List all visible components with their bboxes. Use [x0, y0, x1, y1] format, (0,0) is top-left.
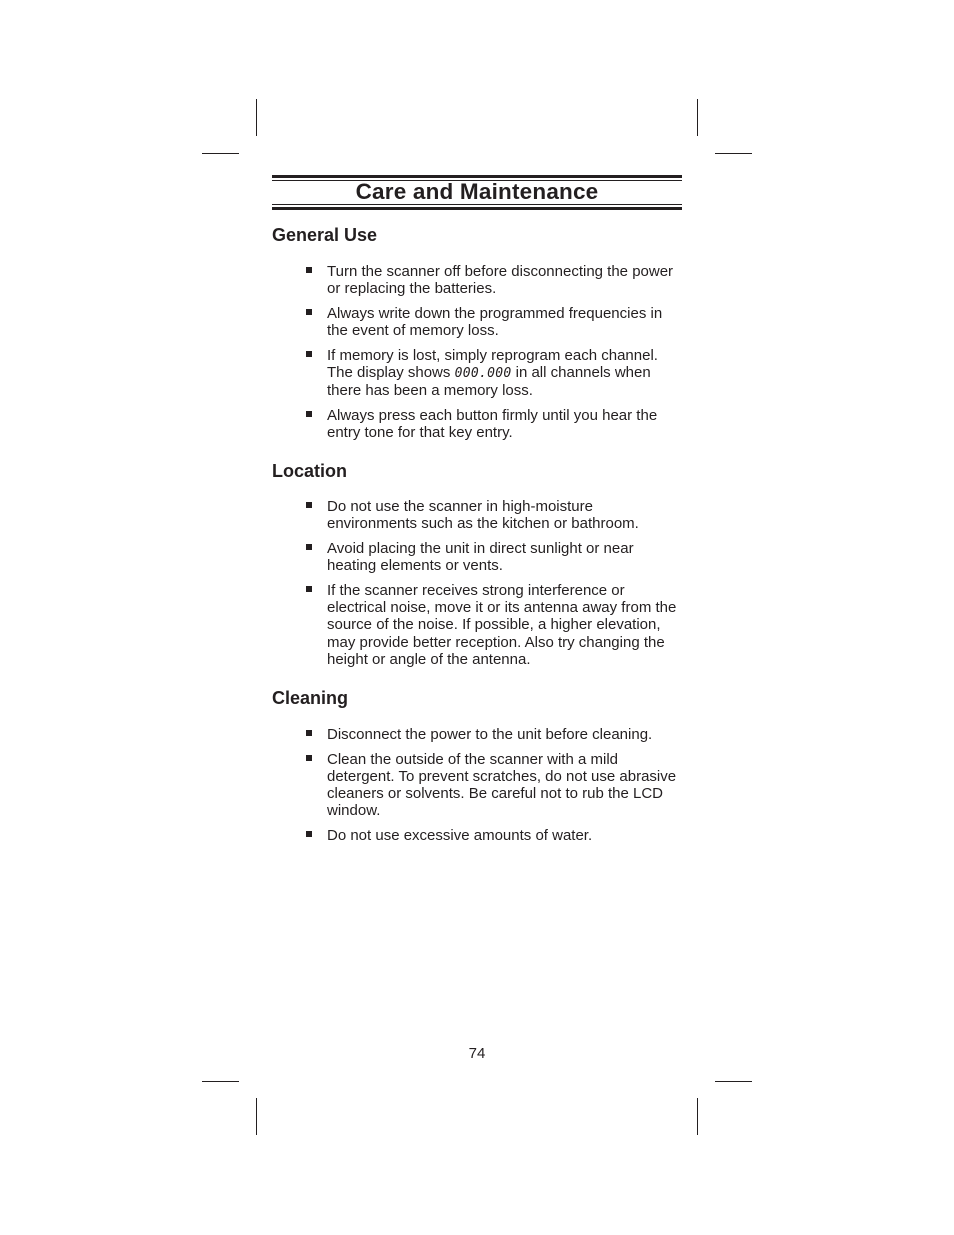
crop-mark-top-left-horizontal	[202, 153, 239, 154]
page-number: 74	[468, 1045, 486, 1062]
title-bottom-rule-thick	[272, 207, 682, 210]
crop-mark-bottom-right-vertical	[697, 1098, 698, 1135]
bullet-square-icon	[306, 755, 312, 761]
location-list	[305, 498, 685, 676]
section-heading-location: Location	[272, 461, 347, 481]
list-item: Always write down the programmed frequencies in the event of memory loss.	[305, 305, 685, 339]
page-title: Care and Maintenance	[355, 179, 599, 204]
list-item: Clean the outside of the scanner with a mild detergent. To prevent scratches, do not use abrasive cleaners or solvents. Be careful not to rub the LCD window.	[305, 751, 685, 820]
section-heading-general-use: General Use	[272, 225, 378, 245]
bullet-square-icon	[306, 831, 312, 837]
crop-mark-top-right-horizontal	[715, 153, 752, 154]
list-item: Turn the scanner off before disconnecting the power or replacing the batteries.	[305, 263, 685, 297]
cleaning-list	[305, 726, 685, 852]
section-heading-cleaning: Cleaning	[272, 688, 349, 708]
crop-mark-bottom-left-horizontal	[202, 1081, 239, 1082]
crop-mark-bottom-left-vertical	[256, 1098, 257, 1135]
list-item: If memory is lost, simply reprogram each channel. The display shows 000.000 in all channels when there has been a memory loss.	[305, 347, 685, 400]
list-item: Do not use the scanner in high-moisture environments such as the kitchen or bathroom.	[305, 498, 685, 532]
bullet-square-icon	[306, 351, 312, 357]
list-item: If the scanner receives strong interference or electrical noise, move it or its antenna away from the source of the noise. If possible, a higher elevation, may provide better reception. Also try changing the height or angle of the antenna.	[305, 582, 685, 668]
bullet-square-icon	[306, 586, 312, 592]
crop-mark-top-left-vertical	[256, 99, 257, 136]
bullet-square-icon	[306, 730, 312, 736]
bullet-square-icon	[306, 267, 312, 273]
bullet-square-icon	[306, 411, 312, 417]
bullet-square-icon	[306, 544, 312, 550]
list-item: Always press each button firmly until you hear the entry tone for that key entry.	[305, 407, 685, 441]
list-item: Disconnect the power to the unit before cleaning.	[305, 726, 685, 743]
list-item: Do not use excessive amounts of water.	[305, 827, 685, 844]
lcd-display-value: 000.000	[454, 366, 512, 382]
crop-mark-bottom-right-horizontal	[715, 1081, 752, 1082]
bullet-square-icon	[306, 502, 312, 508]
list-item: Avoid placing the unit in direct sunlight or near heating elements or vents.	[305, 540, 685, 574]
title-block	[272, 175, 682, 210]
title-bottom-rule-thin	[272, 204, 682, 205]
general-use-list	[305, 263, 685, 449]
crop-mark-top-right-vertical	[697, 99, 698, 136]
bullet-square-icon	[306, 309, 312, 315]
title-top-rule-thick	[272, 175, 682, 178]
